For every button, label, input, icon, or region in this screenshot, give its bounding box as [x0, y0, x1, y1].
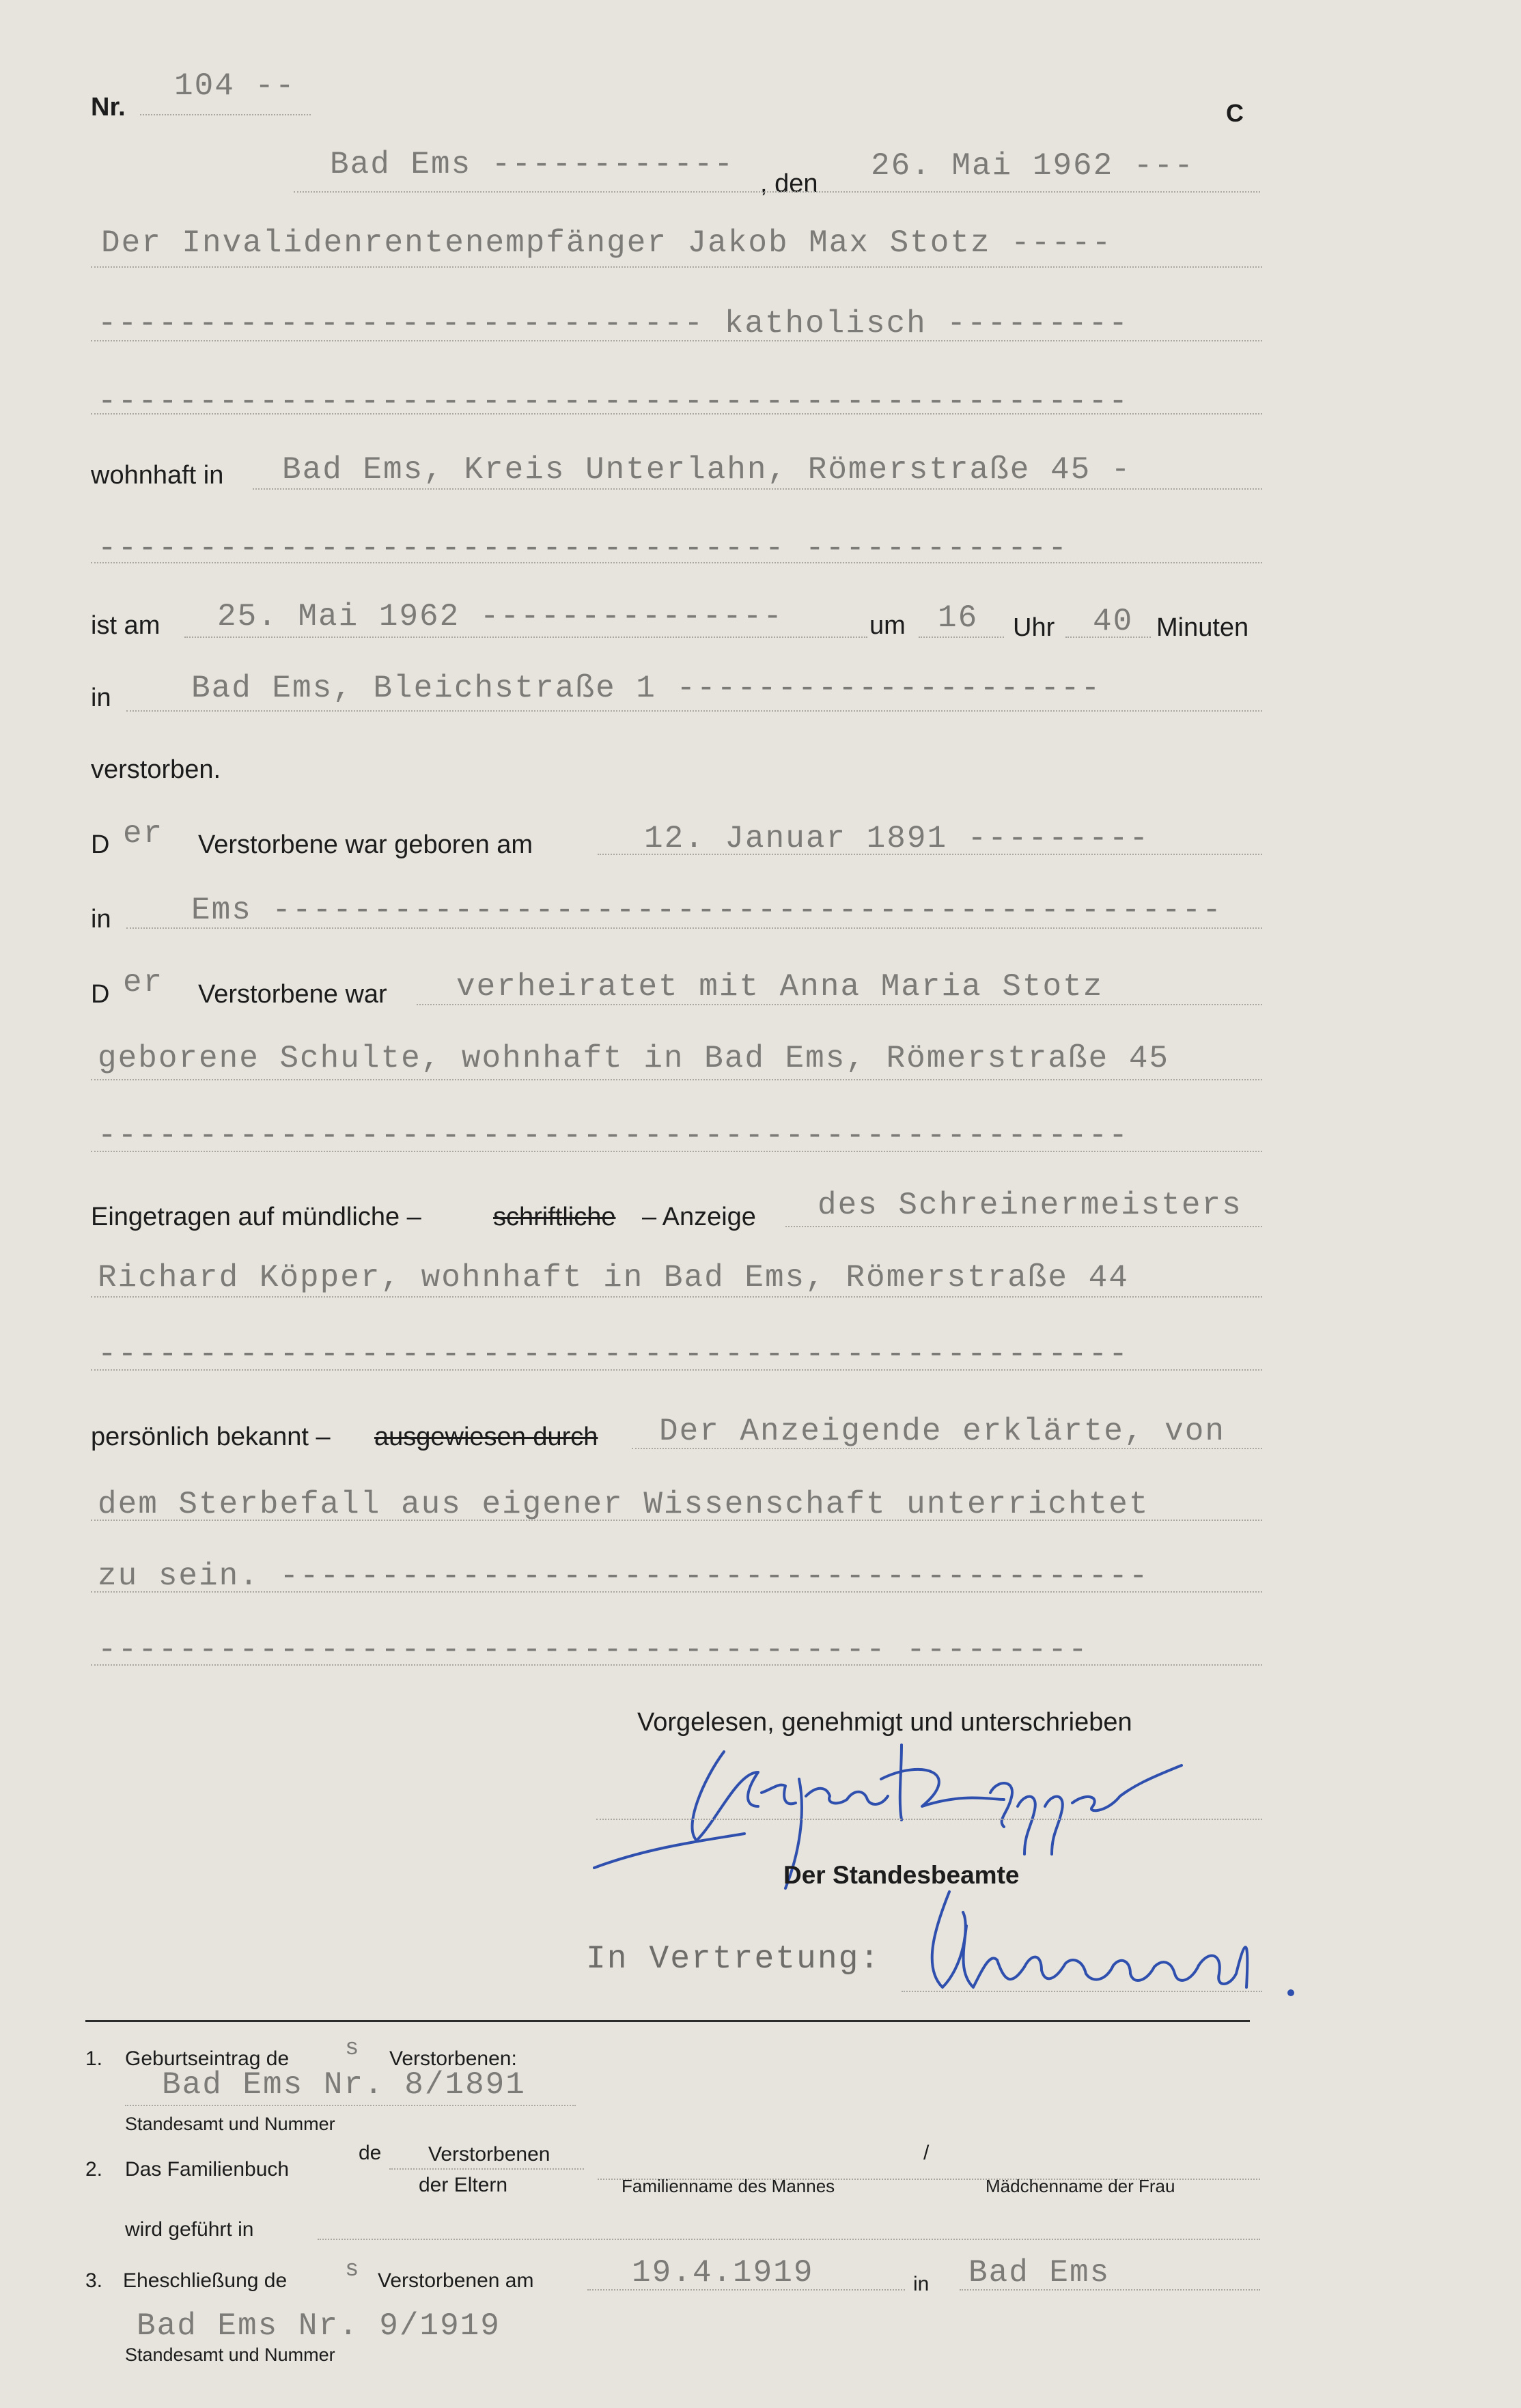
- anzeige-label: – Anzeige: [642, 1203, 756, 1231]
- born-suffix: er: [123, 816, 164, 852]
- item1-value: Bad Ems Nr. 8/1891: [162, 2067, 526, 2103]
- married-prefix-label: D: [91, 980, 110, 1009]
- item1-label: Geburtseintrag de: [125, 2047, 290, 2070]
- dotted-line: [91, 266, 1262, 268]
- dotted-line: [91, 1151, 1262, 1152]
- informant-line-2: Richard Köpper, wohnhaft in Bad Ems, Römerstraße 44: [98, 1260, 1129, 1296]
- in-label: in: [91, 684, 111, 712]
- dotted-line: [389, 2168, 584, 2170]
- item3-number: 3.: [85, 2269, 103, 2292]
- deceased-line-1: Der Invalidenrentenempfänger Jakob Max Stotz -----: [101, 225, 1113, 261]
- den-label: , den: [760, 169, 818, 198]
- informant-value: des Schreinermeisters: [818, 1188, 1242, 1223]
- dotted-line: [785, 1226, 1262, 1227]
- wohnhaft-label: wohnhaft in: [91, 461, 224, 490]
- statement-line-3: zu sein. -------------------------------------------: [98, 1558, 1149, 1594]
- ist-am-label: ist am: [91, 611, 161, 640]
- dotted-line: [91, 562, 1262, 563]
- married-line-2: geborene Schulte, wohnhaft in Bad Ems, Römerstraße 45: [98, 1041, 1170, 1076]
- section-divider: [85, 2020, 1250, 2022]
- birth-date: 12. Januar 1891 ---------: [644, 821, 1150, 856]
- dotted-line: [587, 2289, 905, 2291]
- uhr-label: Uhr: [1013, 613, 1055, 642]
- item3-place: Bad Ems: [968, 2255, 1111, 2291]
- dotted-line: [919, 636, 1004, 638]
- record-number: 104 --: [174, 68, 296, 104]
- married-label: Verstorbene war: [198, 980, 387, 1009]
- statement-line-2: dem Sterbefall aus eigener Wissenschaft unterrichtet: [98, 1487, 1149, 1522]
- standesbeamte-label: Der Standesbeamte: [783, 1861, 1020, 1889]
- wohnhaft-line-2: ---------------------------------- -------------: [98, 531, 1069, 566]
- item1-suffix: s: [345, 2036, 361, 2062]
- dotted-line: [126, 927, 1262, 929]
- schriftliche-label: schriftliche: [493, 1203, 616, 1231]
- born-prefix-label: D: [91, 830, 110, 859]
- informant-line-3: ---------------------------------------------------: [98, 1336, 1129, 1372]
- corner-letter: C: [1226, 99, 1244, 127]
- dotted-line: [184, 636, 867, 638]
- dotted-line: [91, 1664, 1262, 1666]
- date-dotted-line: [294, 191, 1260, 193]
- item1-number: 1.: [85, 2047, 103, 2070]
- dotted-line: [91, 1296, 1262, 1298]
- born-label: Verstorbene war geboren am: [198, 830, 533, 859]
- married-suffix: er: [123, 965, 164, 1000]
- vertretung-dotted-line: [902, 1991, 1262, 1992]
- dotted-line: [598, 854, 1262, 855]
- birth-in-label: in: [91, 905, 111, 934]
- dotted-line: [417, 1004, 1262, 1005]
- item3-label: Eheschließung de: [123, 2269, 288, 2292]
- nr-label: Nr.: [91, 93, 126, 122]
- um-label: um: [869, 611, 906, 640]
- item2-caption-husband: Familienname des Mannes: [622, 2176, 835, 2196]
- item2-slash: /: [923, 2142, 930, 2164]
- dotted-line: [91, 1520, 1262, 1521]
- married-line-3: ---------------------------------------------------: [98, 1118, 1129, 1153]
- place-value: Bad Ems ------------: [330, 147, 735, 182]
- date-value: 26. Mai 1962 ---: [871, 148, 1195, 184]
- statement-line-1: Der Anzeigende erklärte, von: [659, 1414, 1225, 1449]
- item2-eltern: der Eltern: [419, 2174, 508, 2196]
- item3-label2: Verstorbenen am: [378, 2269, 534, 2292]
- death-minute: 40: [1093, 604, 1134, 639]
- dotted-line: [1065, 636, 1151, 638]
- item3-date: 19.4.1919: [632, 2255, 814, 2291]
- item3-caption: Standesamt und Nummer: [125, 2344, 335, 2365]
- item3-in: in: [913, 2273, 930, 2295]
- item2-caption-wife: Mädchenname der Frau: [986, 2176, 1175, 2196]
- death-hour: 16: [938, 600, 979, 636]
- registrar-signature: [908, 1885, 1304, 2015]
- item2-gefuehrt: wird geführt in: [125, 2218, 254, 2241]
- statement-line-4: --------------------------------------- ---------: [98, 1632, 1089, 1668]
- dotted-line: [253, 488, 1262, 490]
- item2-verstorbenen: Verstorbenen: [428, 2143, 550, 2166]
- item2-de: de: [359, 2142, 382, 2164]
- vertretung-text: In Vertretung:: [586, 1941, 881, 1978]
- dotted-line: [91, 1369, 1262, 1371]
- item2-label: Das Familienbuch: [125, 2158, 290, 2181]
- item1-caption: Standesamt und Nummer: [125, 2114, 335, 2134]
- item1-label2: Verstorbenen:: [389, 2047, 517, 2070]
- dotted-line: [126, 710, 1262, 712]
- dotted-line: [318, 2239, 1260, 2240]
- deceased-line-3: ---------------------------------------------------: [98, 384, 1129, 419]
- verstorben-label: verstorben.: [91, 755, 221, 784]
- dotted-line: [125, 2105, 576, 2106]
- dotted-line: [91, 413, 1262, 415]
- death-date: 25. Mai 1962 ---------------: [217, 599, 783, 634]
- item3-suffix: s: [345, 2257, 361, 2283]
- deceased-line-2: ------------------------------ katholisch ---------: [98, 306, 1129, 341]
- dotted-line: [632, 1448, 1262, 1449]
- death-place: Bad Ems, Bleichstraße 1 ---------------------: [191, 671, 1102, 706]
- wohnhaft-value: Bad Ems, Kreis Unterlahn, Römerstraße 45 -: [282, 452, 1132, 488]
- married-value: verheiratet mit Anna Maria Stotz: [456, 969, 1104, 1005]
- dotted-line: [960, 2289, 1260, 2291]
- vorgelesen-label: Vorgelesen, genehmigt und unterschrieben: [637, 1708, 1132, 1737]
- eingetragen-label: Eingetragen auf mündliche –: [91, 1203, 421, 1231]
- item2-number: 2.: [85, 2158, 103, 2181]
- minuten-label: Minuten: [1156, 613, 1249, 642]
- item3-value: Bad Ems Nr. 9/1919: [137, 2308, 501, 2344]
- dotted-line: [91, 1591, 1262, 1593]
- nr-dotted-line: [140, 114, 311, 115]
- dotted-line: [91, 1079, 1262, 1080]
- bekannt-label: persönlich bekannt –: [91, 1423, 331, 1451]
- signature-dotted-line: [596, 1819, 1262, 1820]
- ausgewiesen-label: ausgewiesen durch: [374, 1423, 598, 1451]
- birth-place: Ems -----------------------------------------------: [191, 893, 1223, 928]
- dotted-line: [91, 340, 1262, 341]
